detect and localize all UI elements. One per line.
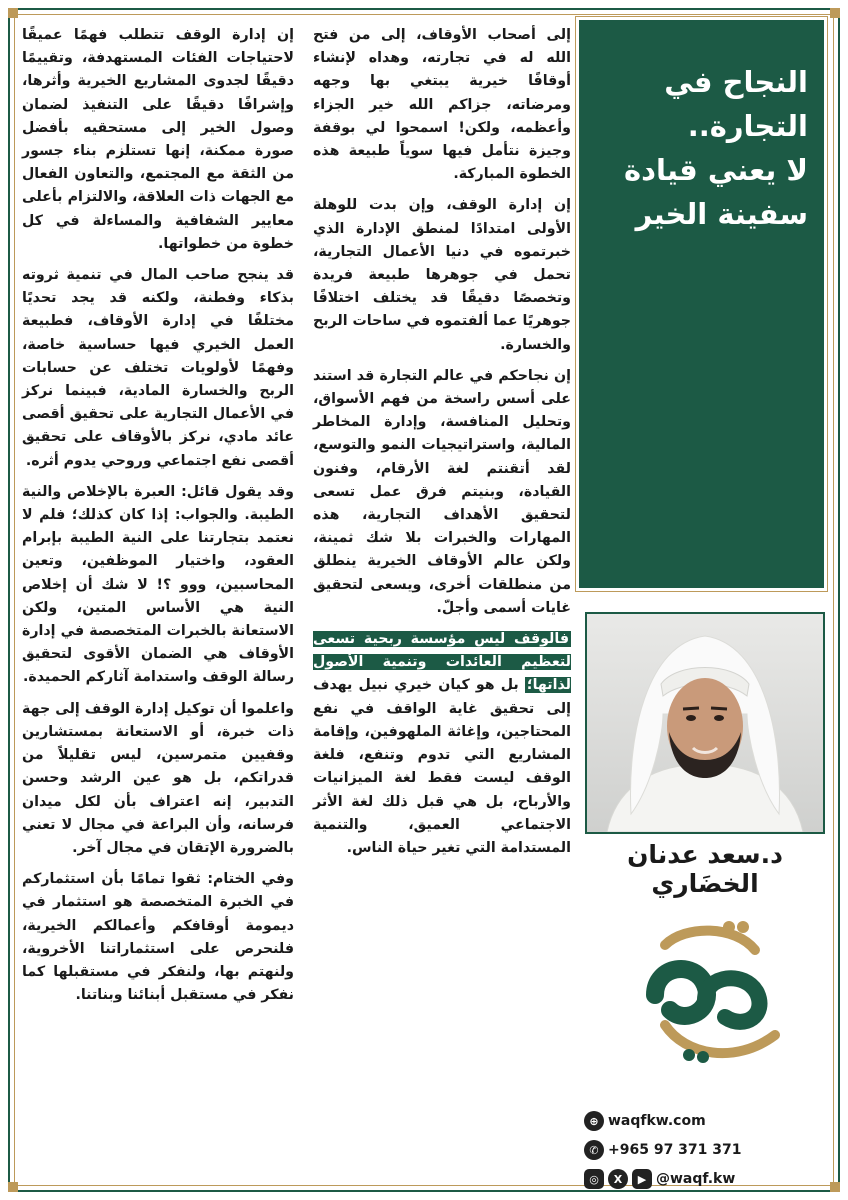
frame-corner	[8, 8, 18, 18]
x-icon[interactable]: X	[608, 1169, 628, 1189]
phone-row[interactable]	[584, 1137, 824, 1163]
phone-number[interactable]: +965 97 371 371	[608, 1142, 742, 1158]
social-handle[interactable]: @waqf.kw	[656, 1171, 736, 1187]
paragraph: إلى أصحاب الأوقاف، إلى من فتح الله له في تجارته، وهداه لإنشاء أوقافًا خيرية يبتغي بها وجهه ومرضاته، جزاكم الله خير الجزاء وأعظمه، ولكن! اسمحوا لي بوقفة وجيزة نتأمل فيها سوياً طبيعة هذه الخطوة المباركة.	[313, 27, 571, 183]
frame-corner	[8, 1182, 18, 1192]
paragraph: واعلموا أن توكيل إدارة الوقف إلى جهة ذات خبرة، أو الاستعانة بمستشارين وقفيين متمرسين، ليس تقليلاً من قدراتكم، بل هو عين الرشد وحسن التدبير، إنه اعتراف بأن لكل ميدان فرسانه، وأن البراعة في مجال لا تعني بالضرورة الإتقان في مجال آخر.	[22, 700, 294, 856]
website-row[interactable]	[584, 1108, 824, 1134]
instagram-icon[interactable]: ◎	[584, 1169, 604, 1189]
frame-corner	[830, 8, 840, 18]
website-link[interactable]: waqfkw.com	[608, 1113, 706, 1129]
paragraph: قد ينجح صاحب المال في تنمية ثروته بذكاء وفطنة، ولكنه قد يجد تحديًا مختلفًا في إدارة الأوقاف، فطبيعة العمل الخيري فيها حساسية خاصة، وفهمًا لأولويات تختلف عن حسابات الربح والخسارة المادية، فبينما نركز في الأعمال التجارية على تحقيق أقصى عائد مادي، نركز بالأوقاف على تحقيق أقصى نفع اجتماعي وروحي يدوم أثره.	[22, 267, 294, 469]
globe-icon: ⊕	[584, 1111, 604, 1131]
youtube-icon[interactable]: ▶	[632, 1169, 652, 1189]
paragraph: وقد يقول قائل: العبرة بالإخلاص والنية الطيبة. والجواب: إذا كان كذلك؛ فلم لا نعتمد بتجارتنا على النية الطيبة بإبرام العقود، واختيار الموظفين، وتعين المحاسبين، ووو ؟! لا شك أن إخلاص النية هي الأساس المتين، ولكن الاستعانة بالخبرات المتخصصة في إدارة الأوقاف هي الضمان الأقوى لتحقيق رسالة الوقف واستدامة آثاركم الحميدة.	[22, 483, 294, 686]
paragraph-text: بل هو كيان خيري نبيل يهدف إلى تحقيق غاية الواقف في نفع المحتاجين، وإغاثة الملهوفين، وإقامة المشاريع التي تدوم وتنفع، فلغة الوقف ليست فقط لغة الميزانيات والأرباح، بل هي قبل ذلك لغة الأثر الاجتماعي العميق، والتنمية المستدامة التي تغير حياة الناس.	[313, 677, 571, 856]
article-column-left	[22, 24, 294, 1015]
title-box	[576, 17, 827, 591]
title-line: النجاح في التجارة..	[664, 65, 808, 143]
title-line: سفينة الخير	[635, 197, 808, 231]
author-name: د.سعد عدنان الخضَاري	[627, 840, 783, 898]
highlighted-text: فالوقف ليس مؤسسة ربحية تسعى لتعظيم العائدات وتنمية الأصول لذاتها؛	[313, 631, 571, 694]
paragraph: إن إدارة الوقف تتطلب فهمًا عميقًا لاحتياجات الفئات المستهدفة، وتقييمًا دقيقًا لجدوى المشاريع الخيرية وأثرها، وإشرافًا دقيقًا على التنفيذ لضمان وصول الخير إلى مستحقيه بأفضل صورة ممكنة، إنها تستلزم بناء جسور من الثقة مع المجتمع، والتعاون الفعال مع الجهات ذات العلاقة، والالتزام بأعلى معايير الشفافية والمساءلة في كل خطوة من خطواتها.	[22, 27, 294, 252]
paragraph: إن إدارة الوقف، وإن بدت للوهلة الأولى امتدادًا لمنطق الإدارة الذي خبرتموه في دنيا الأعمال التجارية، تحمل في جوهرها طبيعة فريدة وتخصصًا دقيقًا قد يختلف اختلافًا جوهريًا عما ألفتموه في ساحات الربح والخسارة.	[313, 197, 571, 353]
waqf-logo	[625, 905, 795, 1075]
article-column-middle	[313, 24, 571, 868]
paragraph: وفي الختام: ثقوا تمامًا بأن استثماركم في الخبرة المتخصصة هو استثمار في ديمومة أوقافكم وأعمالكم الخيرية، فلنحرص على استثماراتنا الأخروية، ولنهتم بها، ولنفكر في مستقبلها كما نفكر في مستقبل أبنائنا وبناتنا.	[22, 871, 294, 1004]
paragraph	[313, 628, 571, 860]
whatsapp-icon: ✆	[584, 1140, 604, 1160]
frame-corner	[830, 1182, 840, 1192]
social-row[interactable]	[584, 1166, 824, 1192]
title-line: لا يعني قيادة	[624, 153, 808, 187]
paragraph: إن نجاحكم في عالم التجارة قد استند على أسس راسخة من فهم الأسواق، وتحليل المنافسة، وإدارة المخاطر المالية، واستراتيجيات النمو والتوسع، لقد أتقنتم لغة الأرقام، وفنون القيادة، وبنيتم فرق عمل تسعى لتحقيق الأهداف التجارية، هذه المهارات والخبرات بلا شك ثمينة، ولكن عالم الأوقاف الخيرية ينطلق من منطلقات أخرى، ويسعى لتحقيق غايات أسمى وأجلّ.	[313, 367, 571, 616]
article-title	[579, 20, 824, 236]
contact-info	[584, 1108, 824, 1195]
author-photo	[585, 612, 825, 834]
